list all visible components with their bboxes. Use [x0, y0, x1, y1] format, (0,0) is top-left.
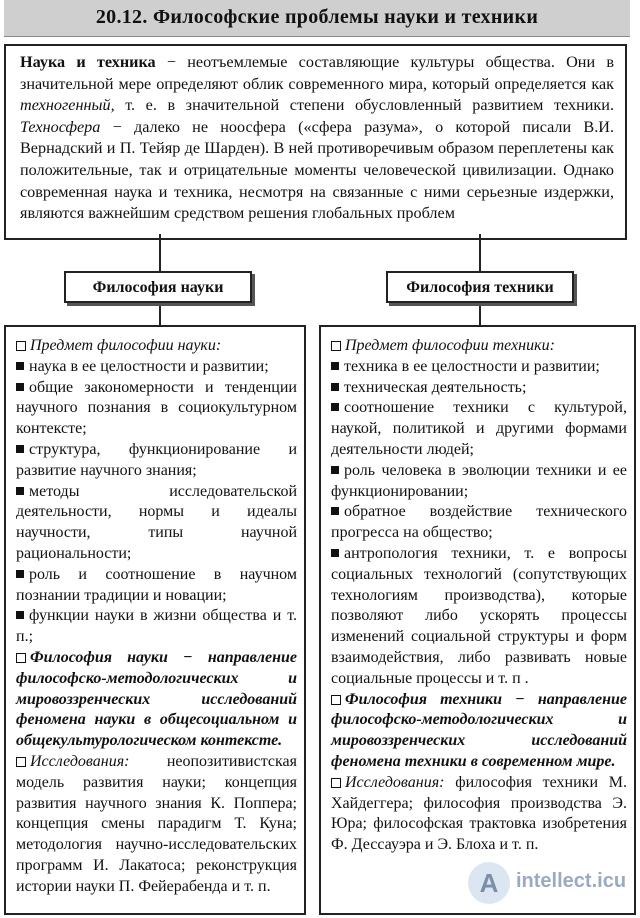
right-subject-label: Предмет философии техники: — [345, 337, 555, 354]
left-item-text: наука в ее целостности и развитии; — [29, 357, 269, 375]
left-subject — [16, 336, 297, 357]
left-item-text: общие закономерности и тенденции научного познания в социокультурном контексте; — [16, 378, 297, 438]
connector-right-top — [479, 234, 481, 272]
bullet-square-icon — [16, 611, 24, 619]
connector-right-bottom — [479, 302, 481, 325]
watermark — [468, 858, 636, 910]
column-philosophy-of-technology — [319, 325, 636, 915]
checkbox-square-icon — [16, 341, 26, 351]
watermark-logo-icon: A — [468, 862, 510, 904]
bullet-square-icon — [331, 507, 339, 515]
left-item — [16, 482, 297, 565]
right-item — [331, 461, 627, 503]
right-research-text: философия техники М. Хайдеггера; философия производства Э. Юра; философская трактовка изобретения Ф. Дессауэра и Э. Блоха и т. п. — [331, 773, 627, 854]
checkbox-square-icon — [331, 341, 341, 351]
right-item — [331, 357, 627, 378]
checkbox-square-icon — [331, 695, 341, 705]
right-definition — [331, 690, 627, 773]
right-subject — [331, 336, 627, 357]
page-title: 20.12. Философские проблемы науки и техники — [4, 0, 630, 37]
right-item-text: соотношение техники с культурой, наукой, политикой и другими формами деятельности людей; — [331, 399, 627, 458]
right-item-text: роль человека в эволюции техники и ее функционировании; — [331, 461, 627, 500]
intro-term-science-technology: Наука и техника — [20, 53, 156, 71]
bullet-square-icon — [16, 445, 24, 453]
left-definition-text: Философия науки − направление философско-методологических и мировоззренческих исследований феномена науки в общесоциальном и общекультурологическом контексте. — [16, 648, 297, 750]
bullet-square-icon — [16, 383, 24, 391]
left-item-text: методы исследовательской деятельности, нормы и идеалы научности, типы научной рациональности; — [16, 482, 297, 562]
left-item-text: структура, функционирование и развитие научного знания; — [16, 440, 297, 479]
intro-text-3: − далеко не ноосфера («сфера разума», о которой писали В.И. Вернадский и П. Тейяр де Шарден). В ней противоречивым образом переплетены как положительные, так и отрицательные моменты человеческой цивилизации. Однако современная наука и техника, несмотря на связанные с ними серьезные издержки, являются важнейшим средством решения глобальных проблем — [20, 117, 614, 223]
left-item — [16, 378, 297, 440]
bullet-square-icon — [16, 570, 24, 578]
right-item-text: техника в ее целостности и развитии; — [344, 357, 600, 375]
left-item — [16, 565, 297, 607]
left-research-label: Исследования: — [30, 752, 130, 770]
bullet-square-icon — [331, 403, 339, 411]
right-research — [331, 773, 627, 856]
right-item — [331, 544, 627, 690]
right-item-text: техническая деятельность; — [344, 378, 527, 396]
left-item — [16, 606, 297, 648]
left-research — [16, 752, 297, 898]
right-item — [331, 502, 627, 544]
left-item-text: функции науки в жизни общества и т. п.; — [16, 607, 297, 646]
right-item-text: антропология техники, т. е вопросы социальных технологий (сопутствующих технологиям производства), которые позволяют либо ускорять процессы изменений социальной структуры и форм взаимодействия, либо развивать новые социальные процессы и т. п . — [331, 544, 627, 687]
intro-text-1: − неотъемлемые составляющие культуры общества. Они в значительной мере определяют облик современного мира, который определяется как — [20, 53, 614, 93]
intro-text-2: т. е. в значительной степени обусловленный развитием техники. — [114, 96, 614, 115]
left-item — [16, 440, 297, 482]
heading-philosophy-of-technology: Философия техники — [386, 271, 574, 303]
right-item — [331, 398, 627, 460]
bullet-square-icon — [16, 362, 24, 370]
intro-term-technogenic: техногенный, — [20, 96, 115, 115]
column-philosophy-of-science — [4, 325, 306, 915]
bullet-square-icon — [331, 549, 339, 557]
right-item-text: обратное воздействие технического прогресса на общество; — [331, 503, 627, 542]
connector-left-top — [159, 234, 161, 272]
bullet-square-icon — [331, 466, 339, 474]
left-item — [16, 357, 297, 378]
intro-box — [4, 44, 627, 240]
left-research-text: неопозитивистская модель развития науки; концепция развития научного знания К. Поппера; концепция смены парадигм Т. Куна; методология научно-исследовательских программ И. Лакатоса; реконструкция истории науки П. Фейерабенда и т. п. — [16, 752, 297, 895]
left-definition — [16, 648, 297, 752]
left-item-text: роль и соотношение в научном познании традиции и новации; — [16, 565, 297, 604]
bullet-square-icon — [331, 362, 339, 370]
watermark-text: intellect.icu — [516, 870, 627, 892]
connector-left-bottom — [159, 302, 161, 325]
right-item — [331, 378, 627, 399]
right-definition-text: Философия техники − направление философско-методологических и мировоззренческих исследований феномена техники в современном мире. — [331, 690, 627, 770]
bullet-square-icon — [16, 487, 24, 495]
checkbox-square-icon — [16, 653, 26, 663]
checkbox-square-icon — [16, 757, 26, 767]
heading-philosophy-of-science: Философия науки — [64, 271, 252, 303]
intro-term-technosphere: Техносфера — [20, 117, 101, 136]
right-research-label: Исследования: — [345, 773, 445, 791]
checkbox-square-icon — [331, 778, 341, 788]
left-subject-label: Предмет философии науки: — [30, 337, 222, 354]
bullet-square-icon — [331, 383, 339, 391]
